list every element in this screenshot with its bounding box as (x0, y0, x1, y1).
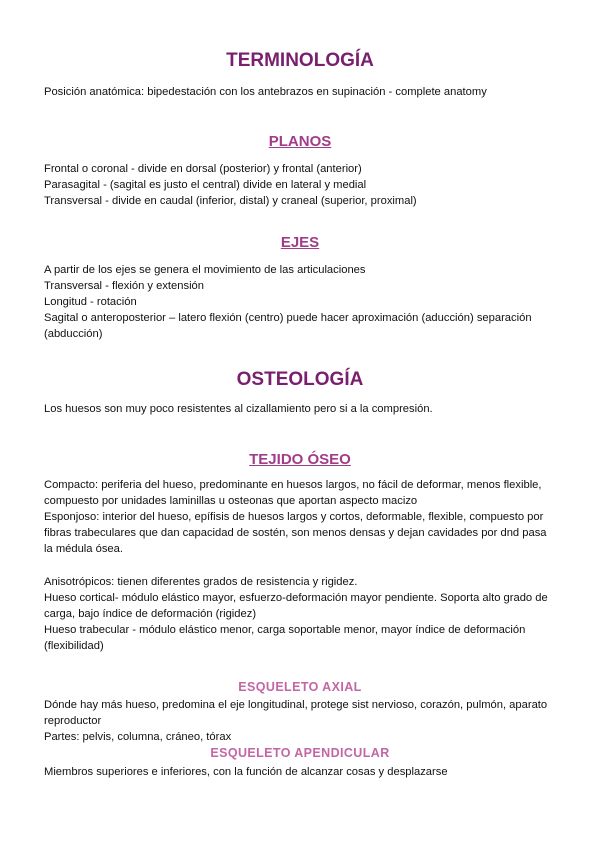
paragraph: Sagital o anteroposterior – latero flexión (centro) puede hacer aproximación (aducción) separación (abducción) (44, 312, 532, 340)
title-terminologia: TERMINOLOGÍA (226, 50, 374, 71)
esqueleto-axial-text (44, 697, 554, 745)
paragraph: Compacto: periferia del hueso, predominante en huesos largos, no fácil de deformar, menos flexible, compuesto por unidades laminillas u osteonas que aportan aspecto macizo (44, 479, 542, 507)
heading-planos: PLANOS (268, 133, 332, 150)
paragraph: Frontal o coronal - divide en dorsal (posterior) y frontal (anterior) (44, 163, 362, 175)
paragraph: Miembros superiores e inferiores, con la función de alcanzar cosas y desplazarse (44, 766, 448, 778)
paragraph: A partir de los ejes se genera el movimiento de las articulaciones (44, 264, 366, 276)
tejido-oseo-text (44, 477, 554, 557)
paragraph: Longitud - rotación (44, 296, 137, 308)
planos-text (44, 161, 554, 209)
paragraph: Transversal - flexión y extensión (44, 280, 205, 292)
paragraph: Partes: pelvis, columna, cráneo, tórax (44, 731, 232, 743)
paragraph: Dónde hay más hueso, predomina el eje longitudinal, protege sist nervioso, corazón, pulmón, aparato reproductor (44, 699, 548, 727)
osteologia-intro (44, 401, 554, 417)
tejido-oseo-text-2 (44, 574, 554, 654)
heading-ejes: EJES (280, 234, 320, 251)
heading-esqueleto-apendicular: ESQUELETO APENDICULAR (210, 746, 390, 760)
heading-tejido-oseo: TEJIDO ÓSEO (249, 451, 351, 468)
title-osteologia: OSTEOLOGÍA (236, 369, 364, 390)
esqueleto-apendicular-text (44, 764, 554, 780)
paragraph: Hueso trabecular - módulo elástico menor, carga soportable menor, mayor índice de deformación (flexibilidad) (44, 624, 526, 652)
paragraph: Parasagital - (sagital es justo el central) divide en lateral y medial (44, 179, 367, 191)
paragraph: Anisotrópicos: tienen diferentes grados de resistencia y rigidez. (44, 576, 358, 588)
ejes-text (44, 262, 554, 342)
paragraph: Transversal - divide en caudal (inferior, distal) y craneal (superior, proximal) (44, 195, 417, 207)
paragraph: Hueso cortical- módulo elástico mayor, esfuerzo-deformación mayor pendiente. Soporta alto grado de carga, bajo índice de deformación (rigidez) (44, 592, 548, 620)
heading-esqueleto-axial: ESQUELETO AXIAL (238, 680, 362, 694)
terminologia-intro (44, 84, 554, 100)
paragraph: Esponjoso: interior del hueso, epífisis de huesos largos y cortos, deformable, flexible, compuesto por fibras trabeculares que dan capacidad de sostén, son menos densas y dejan cavidades por dnd pasa la médula ósea. (44, 511, 547, 555)
paragraph: Posición anatómica: bipedestación con los antebrazos en supinación - complete anatomy (44, 86, 487, 98)
paragraph: Los huesos son muy poco resistentes al cizallamiento pero si a la compresión. (44, 403, 433, 415)
